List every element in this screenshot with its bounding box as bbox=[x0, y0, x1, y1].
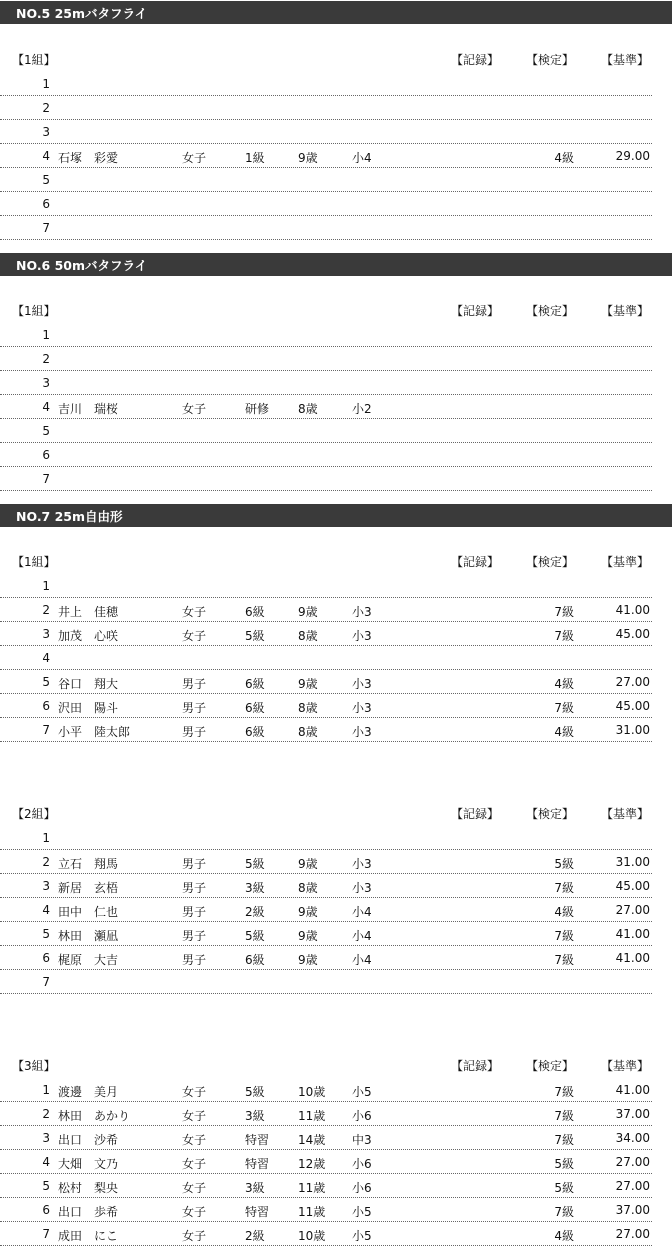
swimmer-sex: 女子 bbox=[182, 629, 207, 643]
lane-number: 3 bbox=[42, 1131, 50, 1145]
swimmer-grade: 5級 bbox=[245, 857, 265, 871]
lane-number: 2 bbox=[42, 855, 50, 869]
test-grade: 5級 bbox=[554, 857, 574, 871]
group-label: 【2組】 bbox=[12, 807, 56, 821]
lane-number: 2 bbox=[42, 603, 50, 617]
group-header bbox=[0, 550, 672, 574]
swimmer-grade: 5級 bbox=[245, 629, 265, 643]
swimmer-sex: 男子 bbox=[182, 905, 207, 919]
swimmer-name: 加茂 心咲 bbox=[58, 629, 119, 643]
table-row bbox=[0, 1126, 652, 1150]
test-grade: 7級 bbox=[554, 881, 574, 895]
table-row bbox=[0, 347, 652, 371]
school-year: 小3 bbox=[352, 605, 372, 619]
event-no6 bbox=[0, 253, 672, 276]
swimmer-grade: 3級 bbox=[245, 881, 265, 895]
swimmer-grade: 6級 bbox=[245, 725, 265, 739]
table-row bbox=[0, 670, 652, 694]
header-test-grade: 【検定】 bbox=[526, 807, 575, 821]
header-record: 【記録】 bbox=[451, 555, 500, 569]
swimmer-name: 立石 翔馬 bbox=[58, 857, 119, 871]
standard-time: 41.00 bbox=[615, 603, 650, 617]
swimmer-age: 10歳 bbox=[298, 1229, 326, 1243]
lane-number: 5 bbox=[42, 173, 50, 187]
table-row bbox=[0, 1102, 652, 1126]
swimmer-age: 9歳 bbox=[298, 905, 318, 919]
event-no7 bbox=[0, 504, 672, 527]
school-year: 小5 bbox=[352, 1229, 372, 1243]
table-row bbox=[0, 1222, 652, 1246]
swimmer-name: 梶原 大吉 bbox=[58, 953, 119, 967]
header-record: 【記録】 bbox=[451, 53, 500, 67]
swimmer-grade: 特習 bbox=[245, 1133, 270, 1147]
header-standard-time: 【基準】 bbox=[601, 807, 650, 821]
lane-number: 7 bbox=[42, 472, 50, 486]
swimmer-sex: 男子 bbox=[182, 929, 207, 943]
table-row bbox=[0, 1150, 652, 1174]
test-grade: 5級 bbox=[554, 1181, 574, 1195]
school-year: 小3 bbox=[352, 677, 372, 691]
table-row bbox=[0, 168, 652, 192]
header-record: 【記録】 bbox=[451, 304, 500, 318]
standard-time: 37.00 bbox=[615, 1107, 650, 1121]
table-row bbox=[0, 826, 652, 850]
swimmer-age: 8歳 bbox=[298, 629, 318, 643]
lane-number: 2 bbox=[42, 101, 50, 115]
lane-number: 1 bbox=[42, 77, 50, 91]
test-grade: 5級 bbox=[554, 1157, 574, 1171]
lane-number: 4 bbox=[42, 400, 50, 414]
school-year: 小2 bbox=[352, 402, 372, 416]
swimmer-sex: 女子 bbox=[182, 1085, 207, 1099]
swimmer-grade: 6級 bbox=[245, 953, 265, 967]
lane-number: 4 bbox=[42, 651, 50, 665]
swimmer-name: 田中 仁也 bbox=[58, 905, 119, 919]
lane-number: 1 bbox=[42, 328, 50, 342]
table-row bbox=[0, 622, 652, 646]
swimmer-grade: 2級 bbox=[245, 1229, 265, 1243]
lane-number: 5 bbox=[42, 927, 50, 941]
swimmer-sex: 女子 bbox=[182, 151, 207, 165]
table-row bbox=[0, 574, 652, 598]
swimmer-grade: 6級 bbox=[245, 677, 265, 691]
table-row bbox=[0, 718, 652, 742]
swimmer-sex: 女子 bbox=[182, 1205, 207, 1219]
swimmer-name: 沢田 陽斗 bbox=[58, 701, 119, 715]
swimmer-age: 8歳 bbox=[298, 725, 318, 739]
event-title: NO.7 25m自由形 bbox=[0, 504, 672, 527]
test-grade: 7級 bbox=[554, 1085, 574, 1099]
standard-time: 27.00 bbox=[615, 903, 650, 917]
swimmer-sex: 男子 bbox=[182, 857, 207, 871]
standard-time: 31.00 bbox=[615, 855, 650, 869]
lane-number: 7 bbox=[42, 221, 50, 235]
standard-time: 27.00 bbox=[615, 1179, 650, 1193]
standard-time: 31.00 bbox=[615, 723, 650, 737]
school-year: 小3 bbox=[352, 857, 372, 871]
lane-number: 6 bbox=[42, 951, 50, 965]
swimmer-grade: 3級 bbox=[245, 1181, 265, 1195]
swimmer-name: 小平 陸太郎 bbox=[58, 725, 131, 739]
school-year: 小5 bbox=[352, 1085, 372, 1099]
swimmer-sex: 女子 bbox=[182, 1181, 207, 1195]
swimmer-age: 9歳 bbox=[298, 929, 318, 943]
swimmer-name: 新居 玄梧 bbox=[58, 881, 119, 895]
group-header bbox=[0, 299, 672, 323]
lane-number: 2 bbox=[42, 352, 50, 366]
swimmer-sex: 女子 bbox=[182, 1133, 207, 1147]
school-year: 小3 bbox=[352, 629, 372, 643]
table-row bbox=[0, 1198, 652, 1222]
swimmer-grade: 特習 bbox=[245, 1205, 270, 1219]
header-standard-time: 【基準】 bbox=[601, 555, 650, 569]
lane-number: 4 bbox=[42, 1155, 50, 1169]
swimmer-name: 大畑 文乃 bbox=[58, 1157, 119, 1171]
swimmer-grade: 特習 bbox=[245, 1157, 270, 1171]
table-row bbox=[0, 898, 652, 922]
swimmer-grade: 1級 bbox=[245, 151, 265, 165]
school-year: 小5 bbox=[352, 1205, 372, 1219]
test-grade: 7級 bbox=[554, 605, 574, 619]
swimmer-age: 9歳 bbox=[298, 857, 318, 871]
group-label: 【1組】 bbox=[12, 53, 56, 67]
swimmer-age: 8歳 bbox=[298, 701, 318, 715]
header-record: 【記録】 bbox=[451, 807, 500, 821]
table-row bbox=[0, 323, 652, 347]
test-grade: 7級 bbox=[554, 1133, 574, 1147]
event-title: NO.5 25mバタフライ bbox=[0, 1, 672, 24]
swimmer-age: 9歳 bbox=[298, 953, 318, 967]
test-grade: 4級 bbox=[554, 151, 574, 165]
swimmer-sex: 女子 bbox=[182, 1157, 207, 1171]
swimmer-name: 出口 歩希 bbox=[58, 1205, 119, 1219]
group-label: 【1組】 bbox=[12, 555, 56, 569]
standard-time: 37.00 bbox=[615, 1203, 650, 1217]
standard-time: 27.00 bbox=[615, 1227, 650, 1241]
header-test-grade: 【検定】 bbox=[526, 304, 575, 318]
test-grade: 4級 bbox=[554, 905, 574, 919]
heat-group bbox=[0, 802, 672, 994]
test-grade: 4級 bbox=[554, 1229, 574, 1243]
header-standard-time: 【基準】 bbox=[601, 53, 650, 67]
swimmer-age: 11歳 bbox=[298, 1181, 326, 1195]
standard-time: 45.00 bbox=[615, 879, 650, 893]
lane-number: 1 bbox=[42, 579, 50, 593]
table-row bbox=[0, 96, 652, 120]
swimmer-grade: 研修 bbox=[245, 402, 270, 416]
group-header bbox=[0, 1054, 672, 1078]
test-grade: 7級 bbox=[554, 629, 574, 643]
lane-number: 4 bbox=[42, 903, 50, 917]
lane-number: 1 bbox=[42, 831, 50, 845]
swimmer-age: 10歳 bbox=[298, 1085, 326, 1099]
swimmer-name: 林田 瀬凪 bbox=[58, 929, 119, 943]
swimmer-age: 8歳 bbox=[298, 402, 318, 416]
header-test-grade: 【検定】 bbox=[526, 555, 575, 569]
table-row bbox=[0, 467, 652, 491]
swimmer-sex: 男子 bbox=[182, 701, 207, 715]
table-row bbox=[0, 946, 652, 970]
school-year: 小4 bbox=[352, 151, 372, 165]
swimmer-name: 出口 沙希 bbox=[58, 1133, 119, 1147]
lane-number: 5 bbox=[42, 1179, 50, 1193]
standard-time: 41.00 bbox=[615, 1083, 650, 1097]
lane-number: 5 bbox=[42, 675, 50, 689]
lane-number: 6 bbox=[42, 699, 50, 713]
table-row bbox=[0, 922, 652, 946]
school-year: 小6 bbox=[352, 1181, 372, 1195]
lane-number: 1 bbox=[42, 1083, 50, 1097]
swimmer-age: 9歳 bbox=[298, 151, 318, 165]
standard-time: 27.00 bbox=[615, 675, 650, 689]
swimmer-age: 11歳 bbox=[298, 1109, 326, 1123]
header-test-grade: 【検定】 bbox=[526, 1059, 575, 1073]
swimmer-age: 14歳 bbox=[298, 1133, 326, 1147]
test-grade: 7級 bbox=[554, 929, 574, 943]
table-row bbox=[0, 419, 652, 443]
group-label: 【3組】 bbox=[12, 1059, 56, 1073]
lane-number: 3 bbox=[42, 879, 50, 893]
lane-number: 6 bbox=[42, 197, 50, 211]
swimmer-grade: 5級 bbox=[245, 1085, 265, 1099]
table-row bbox=[0, 443, 652, 467]
swimmer-sex: 男子 bbox=[182, 677, 207, 691]
table-row bbox=[0, 970, 652, 994]
group-header bbox=[0, 48, 672, 72]
table-row bbox=[0, 395, 652, 419]
lane-number: 7 bbox=[42, 1227, 50, 1241]
swimmer-name: 井上 佳穂 bbox=[58, 605, 119, 619]
swimmer-name: 成田 にこ bbox=[58, 1229, 119, 1243]
table-row bbox=[0, 144, 652, 168]
table-row bbox=[0, 192, 652, 216]
swimmer-name: 松村 梨央 bbox=[58, 1181, 119, 1195]
school-year: 中3 bbox=[352, 1133, 372, 1147]
header-standard-time: 【基準】 bbox=[601, 304, 650, 318]
header-record: 【記録】 bbox=[451, 1059, 500, 1073]
lane-number: 7 bbox=[42, 723, 50, 737]
lane-number: 7 bbox=[42, 975, 50, 989]
heat-group bbox=[0, 1054, 672, 1246]
table-row bbox=[0, 72, 652, 96]
table-row bbox=[0, 646, 652, 670]
school-year: 小4 bbox=[352, 953, 372, 967]
lane-number: 4 bbox=[42, 149, 50, 163]
table-row bbox=[0, 1078, 652, 1102]
heat-group bbox=[0, 48, 672, 240]
table-row bbox=[0, 850, 652, 874]
school-year: 小6 bbox=[352, 1109, 372, 1123]
swimmer-sex: 男子 bbox=[182, 725, 207, 739]
swimmer-grade: 2級 bbox=[245, 905, 265, 919]
swimmer-grade: 6級 bbox=[245, 701, 265, 715]
swimmer-name: 吉川 瑞桜 bbox=[58, 402, 119, 416]
test-grade: 7級 bbox=[554, 1205, 574, 1219]
table-row bbox=[0, 694, 652, 718]
school-year: 小3 bbox=[352, 701, 372, 715]
lane-number: 2 bbox=[42, 1107, 50, 1121]
test-grade: 7級 bbox=[554, 1109, 574, 1123]
lane-number: 3 bbox=[42, 627, 50, 641]
test-grade: 7級 bbox=[554, 953, 574, 967]
test-grade: 7級 bbox=[554, 701, 574, 715]
standard-time: 41.00 bbox=[615, 927, 650, 941]
swimmer-sex: 女子 bbox=[182, 1109, 207, 1123]
table-row bbox=[0, 1174, 652, 1198]
swimmer-grade: 5級 bbox=[245, 929, 265, 943]
standard-time: 45.00 bbox=[615, 699, 650, 713]
table-row bbox=[0, 371, 652, 395]
school-year: 小4 bbox=[352, 929, 372, 943]
school-year: 小4 bbox=[352, 905, 372, 919]
lane-number: 3 bbox=[42, 376, 50, 390]
school-year: 小3 bbox=[352, 725, 372, 739]
swimmer-sex: 女子 bbox=[182, 402, 207, 416]
swimmer-name: 石塚 彩愛 bbox=[58, 151, 119, 165]
swimmer-sex: 男子 bbox=[182, 881, 207, 895]
heat-group bbox=[0, 299, 672, 491]
swimmer-sex: 女子 bbox=[182, 605, 207, 619]
header-standard-time: 【基準】 bbox=[601, 1059, 650, 1073]
event-no5 bbox=[0, 1, 672, 24]
lane-number: 5 bbox=[42, 424, 50, 438]
standard-time: 29.00 bbox=[615, 149, 650, 163]
lane-number: 6 bbox=[42, 1203, 50, 1217]
lane-number: 3 bbox=[42, 125, 50, 139]
swimmer-sex: 男子 bbox=[182, 953, 207, 967]
lane-number: 6 bbox=[42, 448, 50, 462]
swimmer-grade: 6級 bbox=[245, 605, 265, 619]
swimmer-age: 12歳 bbox=[298, 1157, 326, 1171]
table-row bbox=[0, 120, 652, 144]
standard-time: 34.00 bbox=[615, 1131, 650, 1145]
standard-time: 27.00 bbox=[615, 1155, 650, 1169]
swimmer-age: 9歳 bbox=[298, 677, 318, 691]
group-label: 【1組】 bbox=[12, 304, 56, 318]
test-grade: 4級 bbox=[554, 677, 574, 691]
event-title: NO.6 50mバタフライ bbox=[0, 253, 672, 276]
group-header bbox=[0, 802, 672, 826]
test-grade: 4級 bbox=[554, 725, 574, 739]
swimmer-name: 林田 あかり bbox=[58, 1109, 131, 1123]
school-year: 小6 bbox=[352, 1157, 372, 1171]
school-year: 小3 bbox=[352, 881, 372, 895]
swimmer-age: 9歳 bbox=[298, 605, 318, 619]
heat-group bbox=[0, 550, 672, 742]
swimmer-age: 8歳 bbox=[298, 881, 318, 895]
table-row bbox=[0, 874, 652, 898]
swimmer-sex: 女子 bbox=[182, 1229, 207, 1243]
table-row bbox=[0, 598, 652, 622]
table-row bbox=[0, 216, 652, 240]
swimmer-name: 谷口 翔大 bbox=[58, 677, 119, 691]
header-test-grade: 【検定】 bbox=[526, 53, 575, 67]
standard-time: 41.00 bbox=[615, 951, 650, 965]
swimmer-age: 11歳 bbox=[298, 1205, 326, 1219]
swimmer-grade: 3級 bbox=[245, 1109, 265, 1123]
standard-time: 45.00 bbox=[615, 627, 650, 641]
swimmer-name: 渡邊 美月 bbox=[58, 1085, 119, 1099]
